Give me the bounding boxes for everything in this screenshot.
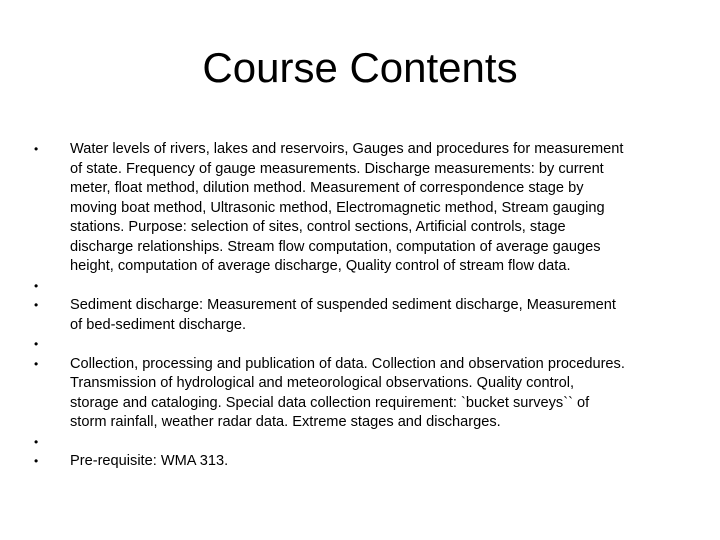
- bullet-list: [34, 140, 694, 472]
- bullet-item-empty: [34, 277, 694, 297]
- bullet-item-empty: [34, 335, 694, 355]
- bullet-dot-icon: •: [34, 298, 39, 312]
- bullet-dot-icon: •: [34, 454, 39, 468]
- bullet-dot-icon: •: [34, 356, 39, 371]
- bullet-item: [34, 355, 694, 433]
- bullet-text: Sediment discharge: Measurement of suspended sediment discharge, Measurement of bed-sediment discharge.: [70, 297, 616, 333]
- bullet-dot-icon: •: [34, 142, 39, 156]
- bullet-item: [34, 140, 694, 277]
- bullet-dot-icon: •: [34, 434, 39, 449]
- bullet-dot-icon: •: [34, 278, 39, 293]
- bullet-text: Pre-requisite: WMA 313.: [70, 453, 229, 469]
- bullet-item: [34, 452, 694, 472]
- bullet-item: [34, 296, 694, 335]
- bullet-text: Water levels of rivers, lakes and reservoirs, Gauges and procedures for measurement of state. Frequency of gauge measurements. Discharge measurements: by current meter, float method, dilution method. Measurement of correspondence stage by moving boat method, Ultrasonic method, Electromagnetic method, Stream gauging stations. Purpose: selection of sites, control sections, Artificial controls, stage discharge relationships. Stream flow computation, computation of average gauges height, computation of average discharge, Quality control of stream flow data.: [70, 141, 624, 274]
- bullet-item-empty: [34, 433, 694, 453]
- bullet-dot-icon: •: [34, 337, 39, 351]
- slide-title: Course Contents: [202, 44, 518, 91]
- bullet-text: Collection, processing and publication of data. Collection and observation procedures. Transmission of hydrological and meteorological observations. Quality control, storage and cataloging. Special data collection requirement: `bucket surveys`` of storm rainfall, weather radar data. Extreme stages and discharges.: [70, 355, 625, 430]
